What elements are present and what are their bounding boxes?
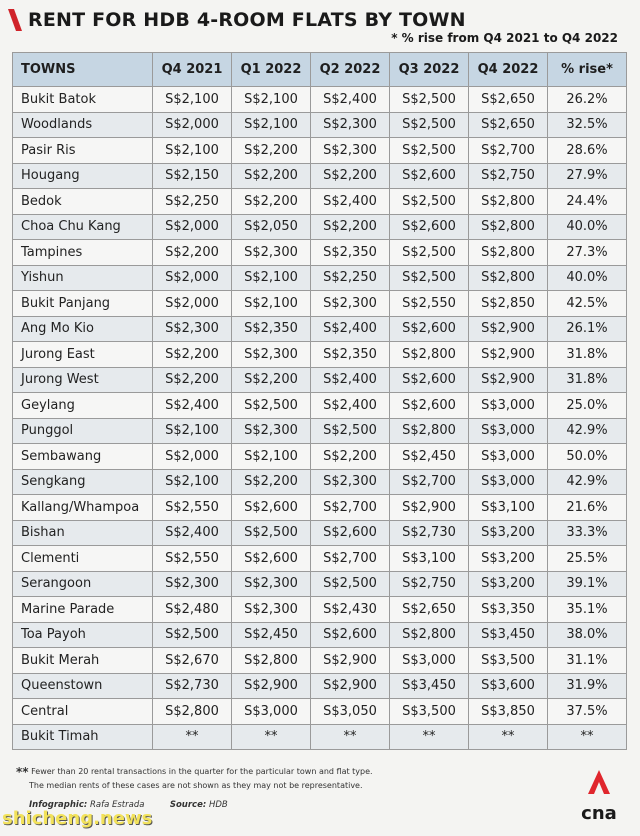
- rent-value-cell: 42.9%: [548, 469, 627, 495]
- table-row: [13, 138, 627, 164]
- rent-value-cell: S$2,250: [311, 265, 390, 291]
- rent-value-cell: S$2,650: [469, 87, 548, 113]
- rent-value-cell: S$2,500: [390, 87, 469, 113]
- town-name-cell: Queenstown: [13, 673, 153, 699]
- table-row: [13, 316, 627, 342]
- rent-value-cell: **: [390, 724, 469, 750]
- rent-value-cell: S$2,550: [390, 291, 469, 317]
- table-row: [13, 597, 627, 623]
- footnote-line2: The median rents of these cases are not shown as they may not be representative.: [29, 781, 363, 790]
- rent-value-cell: S$2,300: [311, 138, 390, 164]
- page-title: RENT FOR HDB 4-ROOM FLATS BY TOWN: [28, 9, 466, 31]
- rent-value-cell: S$3,500: [469, 648, 548, 674]
- rent-value-cell: S$2,730: [153, 673, 232, 699]
- table-header-row: [13, 53, 627, 87]
- rent-value-cell: S$2,650: [469, 112, 548, 138]
- rent-value-cell: 26.2%: [548, 87, 627, 113]
- town-name-cell: Central: [13, 699, 153, 725]
- rent-value-cell: S$3,100: [390, 546, 469, 572]
- rent-value-cell: S$2,300: [153, 571, 232, 597]
- rent-value-cell: S$3,000: [390, 648, 469, 674]
- table-row: [13, 469, 627, 495]
- rent-value-cell: 25.0%: [548, 393, 627, 419]
- rent-value-cell: S$2,400: [153, 393, 232, 419]
- cna-logo-text: cna: [581, 803, 617, 824]
- table-row: [13, 444, 627, 470]
- column-header: Q4 2021: [153, 53, 232, 87]
- rent-value-cell: S$2,200: [232, 189, 311, 215]
- town-name-cell: Clementi: [13, 546, 153, 572]
- town-name-cell: Bukit Batok: [13, 87, 153, 113]
- rent-value-cell: 27.9%: [548, 163, 627, 189]
- rent-value-cell: S$3,850: [469, 699, 548, 725]
- rent-value-cell: S$2,100: [232, 112, 311, 138]
- table-row: [13, 673, 627, 699]
- town-name-cell: Marine Parade: [13, 597, 153, 623]
- town-name-cell: Serangoon: [13, 571, 153, 597]
- table-row: [13, 520, 627, 546]
- column-header: Q2 2022: [311, 53, 390, 87]
- rent-value-cell: S$2,600: [390, 393, 469, 419]
- town-name-cell: Kallang/Whampoa: [13, 495, 153, 521]
- rent-value-cell: S$2,200: [311, 214, 390, 240]
- rent-value-cell: 37.5%: [548, 699, 627, 725]
- column-header: Q3 2022: [390, 53, 469, 87]
- table-row: [13, 342, 627, 368]
- rent-value-cell: S$2,500: [311, 418, 390, 444]
- rent-value-cell: S$2,400: [311, 189, 390, 215]
- rent-value-cell: 21.6%: [548, 495, 627, 521]
- rent-value-cell: 31.8%: [548, 342, 627, 368]
- rent-value-cell: S$3,000: [469, 469, 548, 495]
- rent-value-cell: S$2,500: [390, 189, 469, 215]
- town-name-cell: Choa Chu Kang: [13, 214, 153, 240]
- rent-value-cell: S$2,250: [153, 189, 232, 215]
- rent-value-cell: S$2,550: [153, 546, 232, 572]
- table-row: [13, 291, 627, 317]
- rent-value-cell: S$2,300: [153, 316, 232, 342]
- rent-value-cell: S$2,400: [311, 393, 390, 419]
- rent-value-cell: S$2,800: [390, 418, 469, 444]
- rent-value-cell: S$2,600: [232, 546, 311, 572]
- town-name-cell: Bukit Panjang: [13, 291, 153, 317]
- rent-value-cell: 40.0%: [548, 214, 627, 240]
- rent-value-cell: **: [311, 724, 390, 750]
- table-row: [13, 214, 627, 240]
- rent-value-cell: 39.1%: [548, 571, 627, 597]
- rent-value-cell: **: [469, 724, 548, 750]
- table-row: [13, 367, 627, 393]
- rent-value-cell: S$2,400: [311, 87, 390, 113]
- rent-value-cell: S$2,900: [232, 673, 311, 699]
- rent-value-cell: S$2,700: [311, 495, 390, 521]
- town-name-cell: Geylang: [13, 393, 153, 419]
- town-name-cell: Tampines: [13, 240, 153, 266]
- rent-value-cell: S$2,000: [153, 265, 232, 291]
- rent-value-cell: S$3,600: [469, 673, 548, 699]
- rent-value-cell: S$2,300: [232, 597, 311, 623]
- rent-value-cell: 26.1%: [548, 316, 627, 342]
- rent-value-cell: S$2,300: [232, 571, 311, 597]
- rent-value-cell: S$2,800: [232, 648, 311, 674]
- rent-value-cell: 24.4%: [548, 189, 627, 215]
- rent-value-cell: S$2,670: [153, 648, 232, 674]
- table-row: [13, 418, 627, 444]
- rent-value-cell: S$2,800: [390, 342, 469, 368]
- town-name-cell: Sengkang: [13, 469, 153, 495]
- town-name-cell: Bishan: [13, 520, 153, 546]
- rent-value-cell: 31.8%: [548, 367, 627, 393]
- rent-value-cell: S$2,200: [232, 469, 311, 495]
- rent-value-cell: S$2,200: [232, 367, 311, 393]
- table-row: [13, 189, 627, 215]
- rent-value-cell: S$2,900: [390, 495, 469, 521]
- rent-value-cell: 27.3%: [548, 240, 627, 266]
- column-header: Q1 2022: [232, 53, 311, 87]
- rent-value-cell: 40.0%: [548, 265, 627, 291]
- rent-value-cell: 28.6%: [548, 138, 627, 164]
- rent-value-cell: S$2,600: [390, 367, 469, 393]
- town-name-cell: Bukit Merah: [13, 648, 153, 674]
- rent-value-cell: S$3,000: [232, 699, 311, 725]
- rent-value-cell: S$2,900: [311, 648, 390, 674]
- footnote-marker: **: [16, 765, 29, 779]
- town-name-cell: Pasir Ris: [13, 138, 153, 164]
- rent-value-cell: 33.3%: [548, 520, 627, 546]
- rent-value-cell: S$2,550: [153, 495, 232, 521]
- table-row: [13, 571, 627, 597]
- rent-value-cell: S$2,000: [153, 214, 232, 240]
- rent-value-cell: S$2,500: [390, 138, 469, 164]
- rent-value-cell: S$2,800: [469, 214, 548, 240]
- table-row: [13, 724, 627, 750]
- rent-value-cell: S$2,350: [311, 342, 390, 368]
- table-row: [13, 163, 627, 189]
- rent-value-cell: S$2,500: [232, 393, 311, 419]
- table-body: [13, 87, 627, 750]
- rent-value-cell: S$3,200: [469, 546, 548, 572]
- rent-value-cell: S$2,900: [311, 673, 390, 699]
- table-row: [13, 87, 627, 113]
- rent-value-cell: S$2,400: [153, 520, 232, 546]
- rent-value-cell: S$2,300: [232, 418, 311, 444]
- rent-value-cell: S$2,000: [153, 444, 232, 470]
- rent-value-cell: S$2,750: [390, 571, 469, 597]
- rent-value-cell: S$2,100: [232, 87, 311, 113]
- subtitle: * % rise from Q4 2021 to Q4 2022: [391, 31, 618, 45]
- rent-value-cell: S$2,300: [311, 291, 390, 317]
- rent-value-cell: S$2,650: [390, 597, 469, 623]
- rent-value-cell: S$2,150: [153, 163, 232, 189]
- rent-value-cell: S$2,100: [153, 138, 232, 164]
- footnote: [16, 763, 536, 793]
- rent-value-cell: S$2,100: [232, 291, 311, 317]
- town-name-cell: Bukit Timah: [13, 724, 153, 750]
- rent-value-cell: S$2,800: [469, 240, 548, 266]
- table-row: [13, 240, 627, 266]
- rent-value-cell: 50.0%: [548, 444, 627, 470]
- rent-value-cell: S$3,350: [469, 597, 548, 623]
- rent-value-cell: S$2,500: [390, 240, 469, 266]
- town-name-cell: Hougang: [13, 163, 153, 189]
- rent-value-cell: S$2,800: [153, 699, 232, 725]
- rent-value-cell: S$2,600: [390, 214, 469, 240]
- rent-value-cell: 42.9%: [548, 418, 627, 444]
- rent-value-cell: S$2,600: [311, 520, 390, 546]
- rent-value-cell: S$2,200: [153, 342, 232, 368]
- rent-value-cell: S$3,450: [469, 622, 548, 648]
- rent-value-cell: S$3,000: [469, 418, 548, 444]
- rent-value-cell: S$2,300: [311, 112, 390, 138]
- town-name-cell: Yishun: [13, 265, 153, 291]
- rent-value-cell: S$2,730: [390, 520, 469, 546]
- rent-value-cell: S$3,200: [469, 520, 548, 546]
- rent-value-cell: S$2,500: [390, 112, 469, 138]
- rent-value-cell: 38.0%: [548, 622, 627, 648]
- watermark: shicheng.news: [2, 808, 153, 829]
- red-slash-icon: [8, 9, 22, 31]
- rent-value-cell: 42.5%: [548, 291, 627, 317]
- table-row: [13, 699, 627, 725]
- column-header: % rise*: [548, 53, 627, 87]
- town-name-cell: Jurong East: [13, 342, 153, 368]
- footnote-line1: Fewer than 20 rental transactions in the quarter for the particular town and flat type.: [31, 767, 373, 776]
- rent-value-cell: S$2,100: [153, 469, 232, 495]
- rent-value-cell: S$2,000: [153, 291, 232, 317]
- rent-value-cell: S$2,600: [390, 163, 469, 189]
- rent-value-cell: S$2,200: [311, 444, 390, 470]
- rent-value-cell: S$2,100: [153, 418, 232, 444]
- rent-value-cell: 32.5%: [548, 112, 627, 138]
- town-name-cell: Punggol: [13, 418, 153, 444]
- column-header: Q4 2022: [469, 53, 548, 87]
- rent-value-cell: S$2,500: [390, 265, 469, 291]
- rent-value-cell: S$2,800: [469, 265, 548, 291]
- rent-value-cell: S$2,900: [469, 316, 548, 342]
- rent-value-cell: S$3,450: [390, 673, 469, 699]
- rent-value-cell: S$2,750: [469, 163, 548, 189]
- cna-logo-icon: [580, 766, 618, 796]
- table-row: [13, 265, 627, 291]
- rent-value-cell: S$2,200: [153, 240, 232, 266]
- rent-value-cell: 25.5%: [548, 546, 627, 572]
- rent-value-cell: S$2,400: [311, 367, 390, 393]
- rent-value-cell: S$2,200: [232, 163, 311, 189]
- rent-value-cell: **: [232, 724, 311, 750]
- rent-value-cell: S$2,800: [469, 189, 548, 215]
- rent-value-cell: S$2,700: [390, 469, 469, 495]
- rent-value-cell: S$2,200: [311, 163, 390, 189]
- rent-value-cell: S$2,100: [153, 87, 232, 113]
- table-row: [13, 648, 627, 674]
- rent-value-cell: S$2,600: [232, 495, 311, 521]
- rent-value-cell: S$2,500: [311, 571, 390, 597]
- town-name-cell: Woodlands: [13, 112, 153, 138]
- rent-value-cell: **: [153, 724, 232, 750]
- rent-value-cell: S$2,100: [232, 265, 311, 291]
- rent-value-cell: S$2,450: [390, 444, 469, 470]
- rent-value-cell: S$2,450: [232, 622, 311, 648]
- rent-value-cell: S$3,500: [390, 699, 469, 725]
- table-row: [13, 393, 627, 419]
- rent-table: [12, 52, 627, 750]
- rent-value-cell: S$2,600: [311, 622, 390, 648]
- rent-value-cell: S$2,600: [390, 316, 469, 342]
- rent-value-cell: S$3,100: [469, 495, 548, 521]
- rent-value-cell: S$2,400: [311, 316, 390, 342]
- rent-value-cell: S$3,200: [469, 571, 548, 597]
- town-name-cell: Jurong West: [13, 367, 153, 393]
- rent-value-cell: S$3,050: [311, 699, 390, 725]
- rent-value-cell: S$2,100: [232, 444, 311, 470]
- rent-value-cell: S$2,500: [232, 520, 311, 546]
- town-name-cell: Bedok: [13, 189, 153, 215]
- title-row: [8, 6, 466, 34]
- rent-value-cell: S$2,200: [153, 367, 232, 393]
- rent-value-cell: S$2,800: [390, 622, 469, 648]
- rent-value-cell: S$2,700: [311, 546, 390, 572]
- rent-value-cell: 31.1%: [548, 648, 627, 674]
- rent-value-cell: S$2,200: [232, 138, 311, 164]
- rent-value-cell: S$2,850: [469, 291, 548, 317]
- infographic-name: Rafa Estrada: [89, 800, 145, 810]
- table-row: [13, 622, 627, 648]
- rent-value-cell: S$2,300: [311, 469, 390, 495]
- rent-value-cell: S$2,350: [311, 240, 390, 266]
- table-row: [13, 495, 627, 521]
- rent-value-cell: S$2,900: [469, 367, 548, 393]
- town-name-cell: Sembawang: [13, 444, 153, 470]
- rent-value-cell: S$2,430: [311, 597, 390, 623]
- source-name: HDB: [208, 800, 228, 810]
- column-header-towns: TOWNS: [13, 53, 153, 87]
- rent-value-cell: S$2,300: [232, 342, 311, 368]
- rent-value-cell: **: [548, 724, 627, 750]
- rent-value-cell: S$2,900: [469, 342, 548, 368]
- rent-value-cell: 35.1%: [548, 597, 627, 623]
- rent-value-cell: S$2,350: [232, 316, 311, 342]
- town-name-cell: Toa Payoh: [13, 622, 153, 648]
- rent-value-cell: S$3,000: [469, 393, 548, 419]
- rent-value-cell: S$2,300: [232, 240, 311, 266]
- source-label: Source:: [169, 800, 207, 810]
- rent-value-cell: S$2,480: [153, 597, 232, 623]
- rent-value-cell: S$2,050: [232, 214, 311, 240]
- rent-value-cell: S$2,000: [153, 112, 232, 138]
- rent-value-cell: S$2,700: [469, 138, 548, 164]
- rent-value-cell: 31.9%: [548, 673, 627, 699]
- table-row: [13, 112, 627, 138]
- town-name-cell: Ang Mo Kio: [13, 316, 153, 342]
- table-row: [13, 546, 627, 572]
- rent-value-cell: S$2,500: [153, 622, 232, 648]
- rent-value-cell: S$3,000: [469, 444, 548, 470]
- infographic-label: Infographic:: [29, 800, 88, 810]
- cna-logo: [580, 766, 618, 824]
